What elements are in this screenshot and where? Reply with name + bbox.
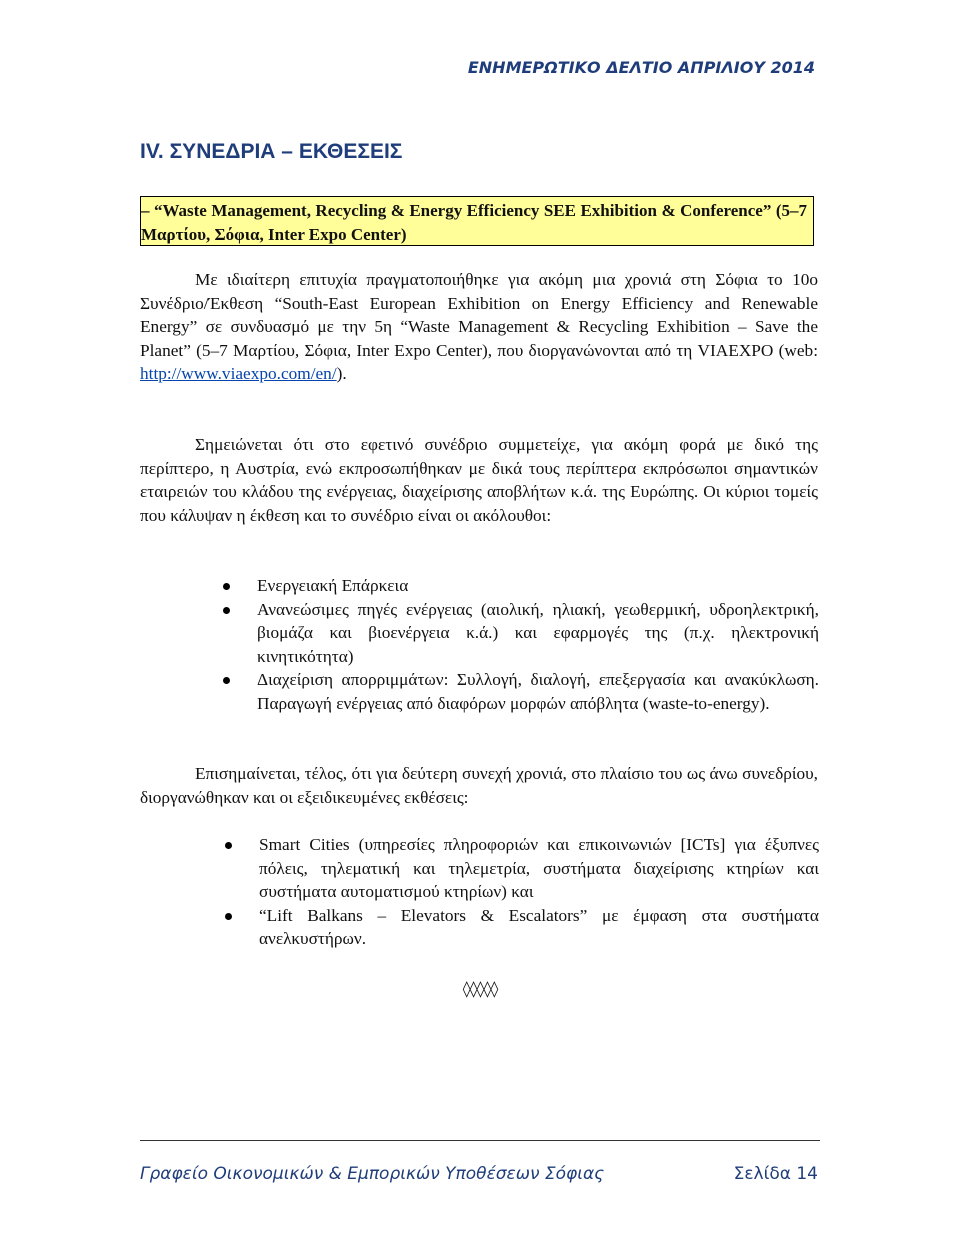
event-title: – “Waste Management, Recycling & Energy Efficiency SEE Exhibition & Conference” (5–7 Μαρτίου, Σόφια, Inter Expo Center): [141, 201, 807, 244]
list-item-text: Ενεργειακή Επάρκεια: [257, 576, 409, 595]
viaexpo-link[interactable]: http://www.viaexpo.com/en/: [140, 364, 337, 384]
bullet-icon: [225, 913, 232, 920]
paragraph-intro: [140, 268, 818, 386]
list-item: [223, 668, 819, 715]
list-item-text: Διαχείριση απορριμμάτων: Συλλογή, διαλογή, επεξεργασία και ανακύκλωση. Παραγωγή ενέργειας από διαφόρων μορφών απόβλητα (waste-to-energy).: [257, 670, 819, 713]
list-item: [225, 833, 819, 904]
footer-divider: [140, 1140, 820, 1141]
section-title: IV. ΣΥΝΕΔΡΙΑ – ΕΚΘΕΣΕΙΣ: [140, 140, 403, 163]
event-title-box: [140, 196, 814, 246]
bullet-icon: [223, 607, 230, 614]
paragraph-intro-text: Με ιδιαίτερη επιτυχία πραγματοποιήθηκε για ακόμη μια χρονιά στη Σόφια το 10ο Συνέδριο/Έκθεση “South-East European Exhibition on Energy Efficiency and Renewable Energy” σε συνδυασμό με την 5η “Waste Management & Recycling Exhibition – Save the Planet” (5–7 Μαρτίου, Σόφια, Inter Expo Center), που διοργανώνονται από τη VIAEXPO (web:: [140, 270, 818, 360]
list-item-text: “Lift Balkans – Elevators & Escalators” με έμφαση στα συστήματα ανελκυστήρων.: [259, 905, 819, 949]
paragraph-special-exhibitions: Επισημαίνεται, τέλος, ότι για δεύτερη συνεχή χρονιά, στο πλαίσιο του ως άνω συνεδρίου, διοργανώθηκαν και οι εξειδικευμένες εκθέσεις:: [140, 764, 818, 807]
bullet-icon: [223, 677, 230, 684]
list-item-text: Smart Cities (υπηρεσίες πληροφοριών και επικοινωνιών [ICTs] για έξυπνες πόλεις, τηλεματική και τηλεμετρία, συστήματα διαχείρισης κτηρίων και συστήματα αυτοματισμού κτηρίων) και: [259, 835, 819, 902]
exhibitions-list: [225, 833, 819, 951]
list-item-text: Ανανεώσιμες πηγές ενέργειας (αιολική, ηλιακή, γεωθερμική, υδροηλεκτρική, βιομάζα και βιοενέργεια κ.ά.) και εφαρμογές της (π.χ. ηλεκτρονική κινητικότητα): [257, 599, 819, 666]
page-number: Σελίδα 14: [733, 1164, 818, 1184]
bullet-icon: [223, 583, 230, 590]
paragraph-intro-end: ).: [336, 364, 347, 384]
section-ornament: ◊◊◊◊◊: [462, 979, 498, 998]
paragraph-participation: Σημειώνεται ότι στο εφετινό συνέδριο συμμετείχε, για ακόμη φορά με δικό της περίπτερο, η Αυστρία, ενώ εκπροσωπήθηκαν με δικά τους περίπτερα εκπρόσωποι σημαντικών εταιρειών του κλάδου της ενέργειας, διαχείρισης αποβλήτων κ.ά. της Ευρώπης. Οι κύριοι τομείς που κάλυψαν η έκθεση και το συνέδριο είναι οι ακόλουθοι:: [140, 435, 818, 525]
list-item: [225, 904, 819, 951]
list-item: [223, 598, 819, 669]
sectors-list: [223, 574, 819, 716]
list-item: [223, 574, 819, 598]
document-header: ΕΝΗΜΕΡΩΤΙΚΟ ΔΕΛΤΙΟ ΑΠΡΙΛΙΟΥ 2014: [467, 58, 815, 77]
bullet-icon: [225, 842, 232, 849]
footer-office: Γραφείο Οικονομικών & Εμπορικών Υποθέσεων Σόφιας: [140, 1164, 605, 1184]
